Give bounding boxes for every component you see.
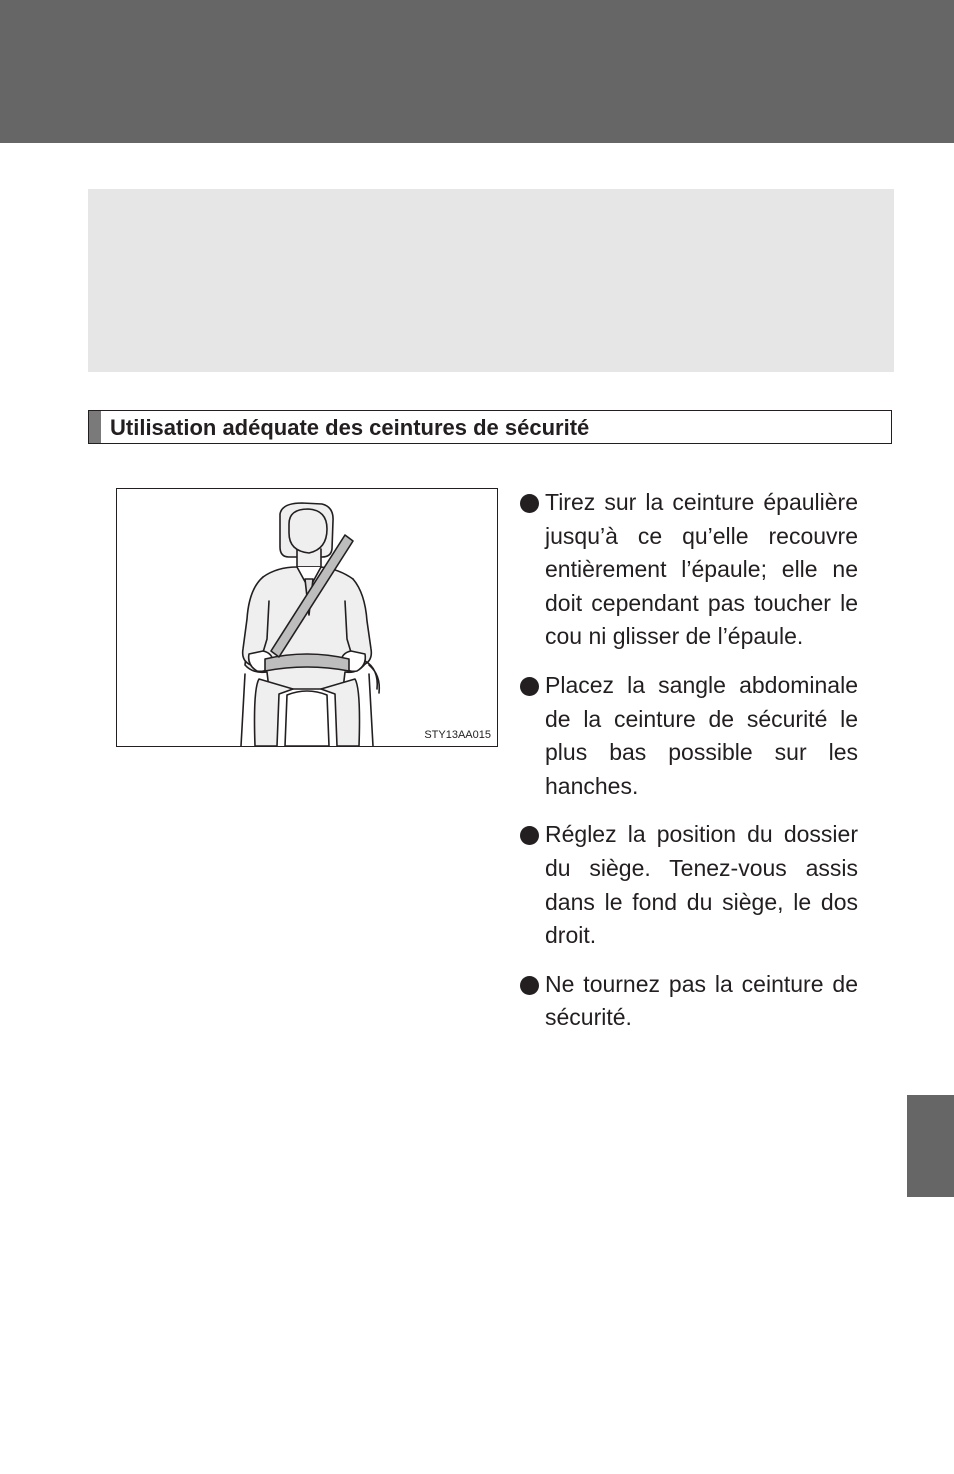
bullet-icon xyxy=(520,826,539,845)
bullet-icon xyxy=(520,677,539,696)
seated-person-drawing xyxy=(117,489,497,746)
list-item xyxy=(518,818,858,952)
header-band xyxy=(0,0,954,143)
instruction-text: Réglez la position du dossier du siège. Tenez-vous assis dans le fond du siège, le dos droit. xyxy=(545,821,858,949)
section-heading xyxy=(88,410,892,444)
instruction-text: Tirez sur la ceinture épaulière jusqu’à ce qu’elle recouvre entièrement l’épaule; elle ne doit cependant pas toucher le cou ni glisser de l’épaule. xyxy=(545,489,858,650)
figure-code: STY13AA015 xyxy=(424,729,491,741)
bullet-icon xyxy=(520,494,539,513)
section-title: Utilisation adéquate des ceintures de sécurité xyxy=(110,415,590,440)
instruction-text: Placez la sangle abdominale de la ceinture de sécurité le plus bas possible sur les hanches. xyxy=(545,671,858,799)
heading-marker xyxy=(89,411,101,443)
instruction-list xyxy=(518,486,858,1050)
bullet-icon xyxy=(520,976,539,995)
info-box xyxy=(88,189,894,372)
list-item xyxy=(518,968,858,1035)
chapter-tab xyxy=(907,1095,954,1197)
list-item xyxy=(518,669,858,803)
list-item xyxy=(518,486,858,654)
seatbelt-illustration xyxy=(116,488,498,747)
instruction-text: Ne tournez pas la ceinture de sécurité. xyxy=(545,970,858,1031)
